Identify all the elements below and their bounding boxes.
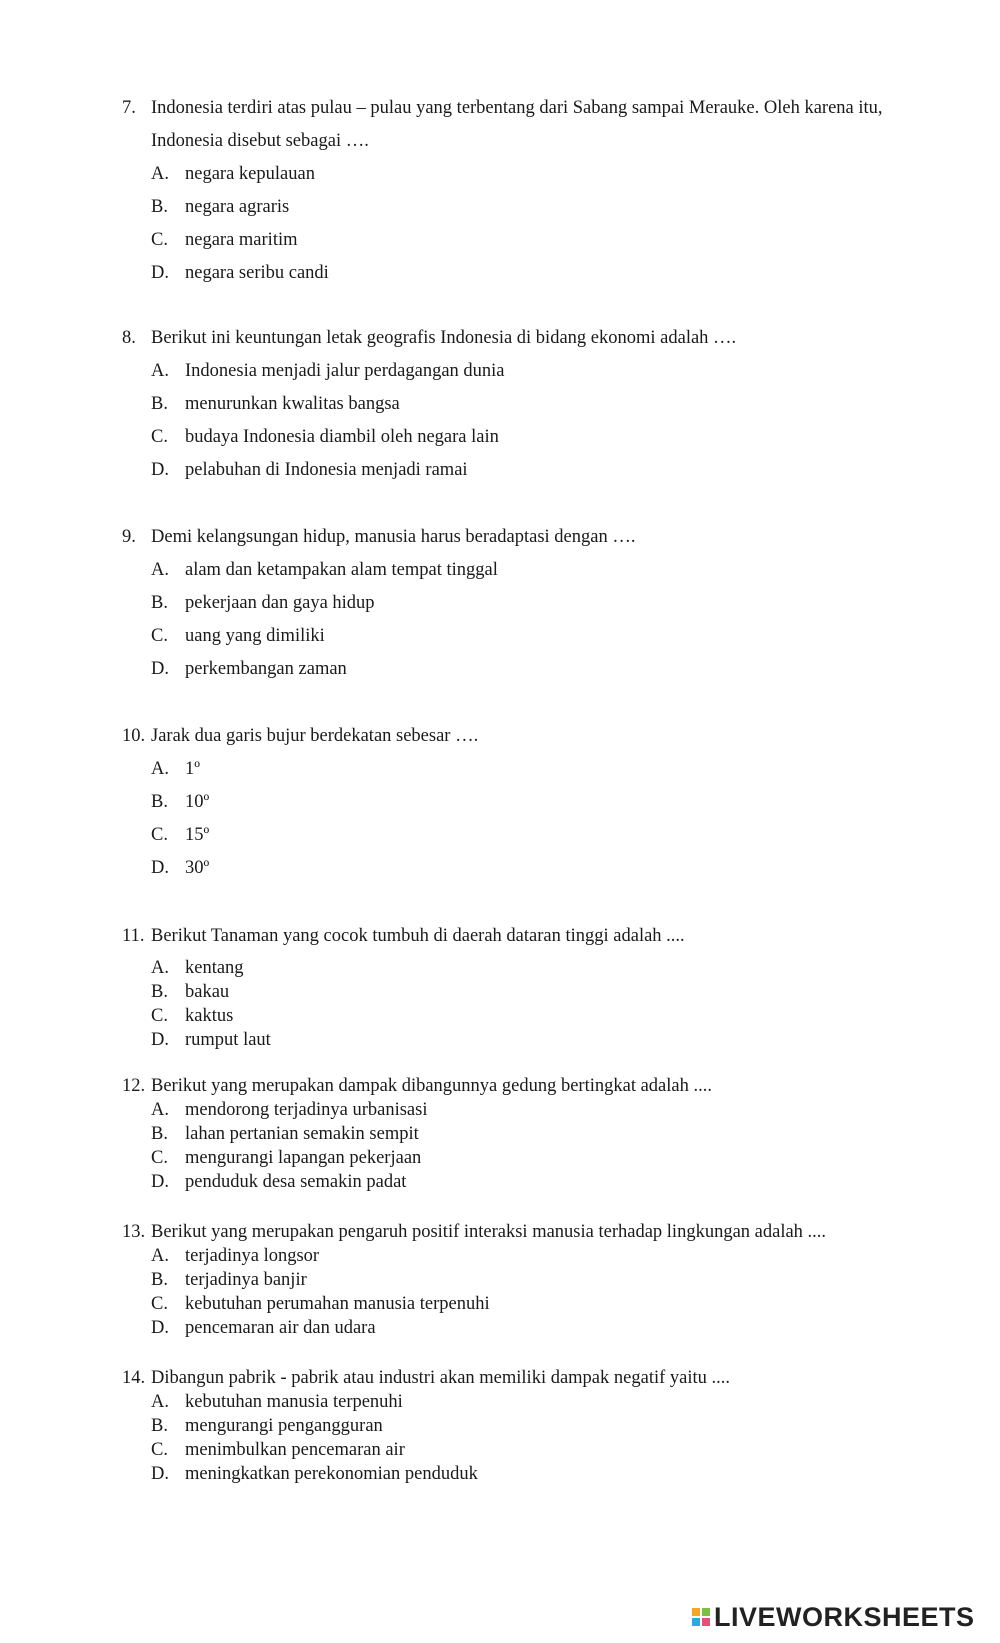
option-text: perkembangan zaman bbox=[185, 659, 347, 679]
option-letter: A. bbox=[151, 1392, 169, 1412]
option-text: menimbulkan pencemaran air bbox=[185, 1440, 405, 1460]
option-text: negara maritim bbox=[185, 230, 298, 250]
option-text: Indonesia menjadi jalur perdagangan dunia bbox=[185, 361, 505, 381]
option-text: pelabuhan di Indonesia menjadi ramai bbox=[185, 460, 468, 480]
option-text: 1º bbox=[185, 759, 200, 779]
option-text: budaya Indonesia diambil oleh negara lain bbox=[185, 427, 499, 447]
option-text: kentang bbox=[185, 958, 244, 978]
option-text: terjadinya banjir bbox=[185, 1270, 307, 1290]
option-letter: B. bbox=[151, 394, 168, 414]
question-number: 10. bbox=[122, 726, 146, 746]
option-text: negara agraris bbox=[185, 197, 290, 217]
option-text: negara kepulauan bbox=[185, 164, 315, 184]
option-letter: D. bbox=[151, 858, 169, 878]
option-letter: C. bbox=[151, 230, 168, 250]
question-text-line-1: Demi kelangsungan hidup, manusia harus beradaptasi dengan …. bbox=[151, 527, 636, 547]
question-number: 8. bbox=[122, 328, 136, 348]
option-text: mengurangi pengangguran bbox=[185, 1416, 383, 1436]
question-number: 9. bbox=[122, 527, 136, 547]
question-number: 11. bbox=[122, 926, 145, 946]
option-letter: D. bbox=[151, 1318, 169, 1338]
option-text: alam dan ketampakan alam tempat tinggal bbox=[185, 560, 498, 580]
option-letter: A. bbox=[151, 958, 169, 978]
option-text: terjadinya longsor bbox=[185, 1246, 320, 1266]
liveworksheets-logo[interactable] bbox=[692, 1600, 975, 1634]
option-letter: C. bbox=[151, 626, 168, 646]
option-letter: B. bbox=[151, 197, 168, 217]
question-text-line-1: Berikut yang merupakan pengaruh positif interaksi manusia terhadap lingkungan adalah .... bbox=[151, 1222, 827, 1242]
question-text-line-1: Indonesia terdiri atas pulau – pulau yang terbentang dari Sabang sampai Merauke. Oleh karena itu, bbox=[151, 98, 883, 118]
option-letter: D. bbox=[151, 659, 169, 679]
option-letter: B. bbox=[151, 1416, 168, 1436]
option-letter: A. bbox=[151, 1100, 169, 1120]
logo-square-icon bbox=[702, 1608, 710, 1616]
question-number: 13. bbox=[122, 1222, 146, 1242]
option-letter: D. bbox=[151, 1464, 169, 1484]
option-letter: B. bbox=[151, 593, 168, 613]
option-text: 10º bbox=[185, 792, 210, 812]
option-letter: C. bbox=[151, 825, 168, 845]
option-letter: B. bbox=[151, 792, 168, 812]
option-letter: A. bbox=[151, 560, 169, 580]
option-text: kebutuhan manusia terpenuhi bbox=[185, 1392, 403, 1412]
logo-square-icon bbox=[692, 1608, 700, 1616]
logo-text: LIVEWORKSHEETS bbox=[714, 1601, 975, 1632]
option-text: kebutuhan perumahan manusia terpenuhi bbox=[185, 1294, 490, 1314]
logo-square-icon bbox=[702, 1618, 710, 1626]
option-text: mengurangi lapangan pekerjaan bbox=[185, 1148, 422, 1168]
question-text-line-2: Indonesia disebut sebagai …. bbox=[151, 131, 369, 151]
option-letter: A. bbox=[151, 759, 169, 779]
option-text: penduduk desa semakin padat bbox=[185, 1172, 407, 1192]
question-number: 12. bbox=[122, 1076, 146, 1096]
option-letter: C. bbox=[151, 1294, 168, 1314]
option-letter: A. bbox=[151, 1246, 169, 1266]
option-text: 30º bbox=[185, 858, 210, 878]
option-text: uang yang dimiliki bbox=[185, 626, 325, 646]
option-text: 15º bbox=[185, 825, 210, 845]
option-letter: D. bbox=[151, 1030, 169, 1050]
logo-grid-icon bbox=[692, 1608, 710, 1626]
option-letter: D. bbox=[151, 1172, 169, 1192]
option-letter: A. bbox=[151, 361, 169, 381]
option-text: pekerjaan dan gaya hidup bbox=[185, 593, 375, 613]
option-letter: B. bbox=[151, 1124, 168, 1144]
option-letter: D. bbox=[151, 460, 169, 480]
question-number: 14. bbox=[122, 1368, 146, 1388]
question-text-line-1: Berikut Tanaman yang cocok tumbuh di daerah dataran tinggi adalah .... bbox=[151, 926, 685, 946]
option-letter: C. bbox=[151, 1148, 168, 1168]
logo-square-icon bbox=[692, 1618, 700, 1626]
option-letter: C. bbox=[151, 1006, 168, 1026]
option-letter: B. bbox=[151, 1270, 168, 1290]
option-text: kaktus bbox=[185, 1006, 234, 1026]
option-letter: B. bbox=[151, 982, 168, 1002]
question-text-line-1: Jarak dua garis bujur berdekatan sebesar …. bbox=[151, 726, 479, 746]
option-text: bakau bbox=[185, 982, 230, 1002]
option-letter: C. bbox=[151, 427, 168, 447]
question-text-line-1: Berikut yang merupakan dampak dibangunnya gedung bertingkat adalah .... bbox=[151, 1076, 712, 1096]
option-text: mendorong terjadinya urbanisasi bbox=[185, 1100, 428, 1120]
option-text: pencemaran air dan udara bbox=[185, 1318, 376, 1338]
option-letter: D. bbox=[151, 263, 169, 283]
question-text-line-1: Dibangun pabrik - pabrik atau industri akan memiliki dampak negatif yaitu .... bbox=[151, 1368, 731, 1388]
option-letter: A. bbox=[151, 164, 169, 184]
option-text: rumput laut bbox=[185, 1030, 271, 1050]
question-number: 7. bbox=[122, 98, 136, 118]
question-text-line-1: Berikut ini keuntungan letak geografis Indonesia di bidang ekonomi adalah …. bbox=[151, 328, 737, 348]
option-text: lahan pertanian semakin sempit bbox=[185, 1124, 419, 1144]
option-text: negara seribu candi bbox=[185, 263, 329, 283]
option-letter: C. bbox=[151, 1440, 168, 1460]
option-text: menurunkan kwalitas bangsa bbox=[185, 394, 400, 414]
option-text: meningkatkan perekonomian penduduk bbox=[185, 1464, 478, 1484]
